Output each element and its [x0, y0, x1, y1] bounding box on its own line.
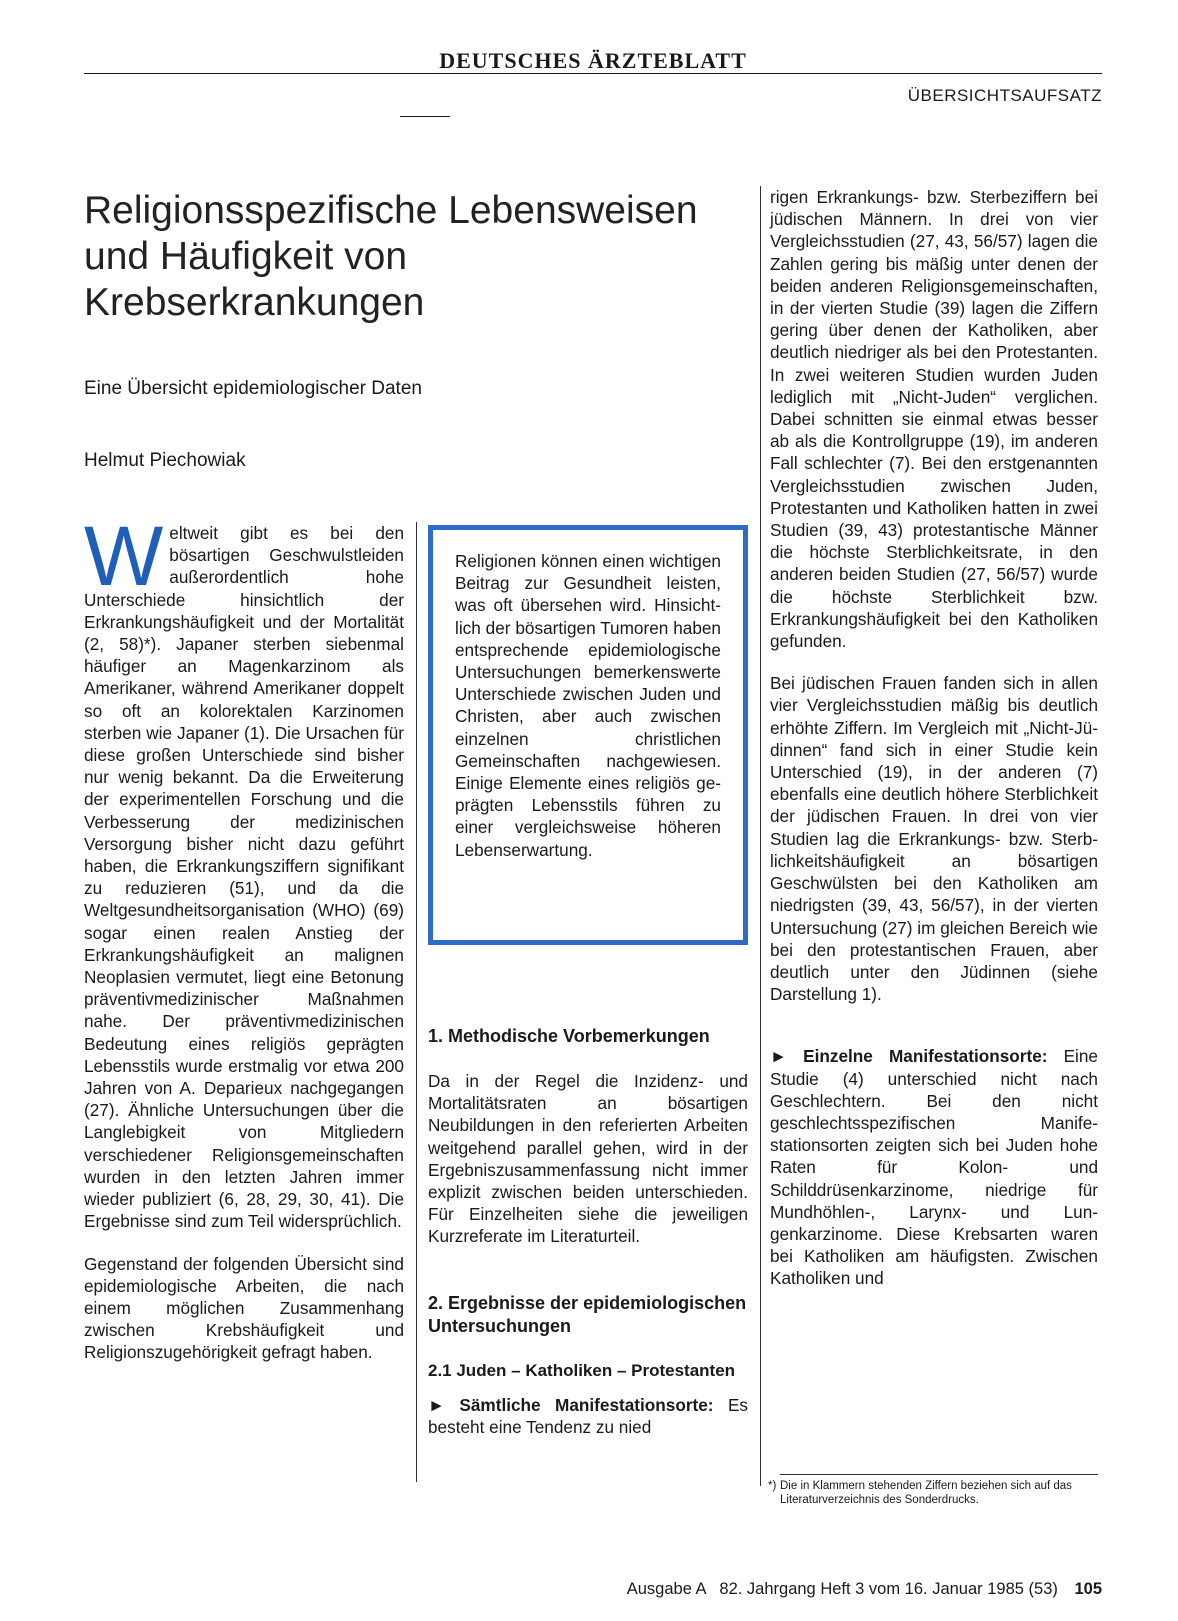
footnote [768, 1474, 1098, 1507]
issue-info: Ausgabe A 82. Jahrgang Heft 3 vom 16. Januar 1985 (53) [626, 1580, 1058, 1598]
run-in-heading: ► Sämtliche Manifestationsorte: [428, 1394, 714, 1415]
paragraph-text: eltweit gibt es bei den bösartigen Geschwulstleiden außerordentlich hohe Unterschiede hinsichtlich der Erkrankungshäufigkeit und der Mortalität (2, 58)*). Japaner sterben siebenmal häufiger an Magenkarzinom als Amerikaner, während Amerikaner doppelt so oft an kolorektalen Karzinomen sterben wie Japaner (1). Die Ursachen für diese großen Unterschiede sind bisher nur wenig bekannt. Da die Erweiterung der experimentellen Forschung und die Verbesserung der medizinischen Versorgung bisher nicht dazu geführt haben, die Erkrankungsziffern signifikant zu reduzieren (51), und da die Weltgesundheitsorganisation (WHO) (69) sogar einen realen Anstieg der Erkrankungshäufigkeit an malignen Neoplasien vermutet, liegt eine Betonung präventivmedizinischer Maßnahmen nahe. Der präventivmedizinischen Bedeutung eines religiös geprägten Lebensstils wurde erstmalig vor etwa 200 Jahren von A. Deparieux nachgegangen (27). Ähnliche Untersuchungen über die Langlebigkeit von Mitgliedern verschiedener Religionsgemeinschaften wurden in den letzten Jahren immer wieder publiziert (6, 28, 29, 30, 41). Die Ergebnisse sind zum Teil widersprüchlich. [84, 523, 404, 1232]
journal-title: DEUTSCHES ÄRZTEBLATT [439, 48, 747, 73]
run-in-heading: ► Einzelne Manifestationsorte: [770, 1046, 1048, 1067]
paragraph-text: Eine Studie (4) unterschied nicht nach Geschlechtern. Bei den nicht geschlechtsspezifischen Manifestationsorten zeigten sich bei Juden hohe Raten für Kolon- und Schilddrüsenkarzinome, niedrige für Mundhöhlen-, Larynx- und Lungenkarzinome. Diese Krebsarten waren bei Katholiken am häufigsten. Zwischen Katholiken und [770, 1046, 1098, 1289]
page-number: 105 [1074, 1580, 1102, 1598]
column-divider [416, 522, 417, 1482]
paragraph: Gegenstand der folgenden Übersicht sind epidemiologische Arbeiten, die nach einem möglichen Zusammenhang zwischen Krebshäufigkeit und Religionszugehörigkeit gefragt haben. [84, 1253, 404, 1363]
section-heading: 1. Methodische Vorbemerkungen [428, 1026, 710, 1046]
drop-cap: W [84, 509, 164, 603]
section-label: ÜBERSICHTSAUFSATZ [907, 86, 1102, 105]
intro-paragraph [84, 509, 404, 1233]
paragraph [428, 1394, 748, 1438]
article-author: Helmut Piechowiak [84, 450, 246, 471]
paragraph [770, 1045, 1098, 1289]
paragraph-text: Es besteht eine Tendenz zu nied [428, 1394, 748, 1437]
article-title: Religionsspezifische Lebensweisen und Häufigkeit von Krebserkrankungen [84, 189, 698, 324]
article-subtitle: Eine Übersicht epidemiologischer Daten [84, 378, 422, 399]
divider [400, 116, 450, 117]
paragraph: Da in der Regel die Inzidenz- und Mortalitätsraten an bösartigen Neubildungen in den referierten Arbeiten weitgehend parallel gehen, wird in der Ergebniszusammenfassung nicht immer explizit zwischen beiden unterschieden. Für Einzelheiten siehe die jeweiligen Kurzreferate im Literaturteil. [428, 1071, 748, 1247]
paragraph: rigen Erkrankungs- bzw. Sterbeziffern bei jüdischen Männern. In drei von vier Vergleichsstudien (27, 43, 56/57) lagen die Zahlen gering bis mäßig unter denen der beiden anderen Religionsgemeinschaften, in der vierten Studie (39) lagen die Ziffern gering über denen der Katholiken, aber deutlich niedriger als bei den Protestanten. In zwei weiteren Studien wurden Juden lediglich mit „Nicht-Juden“ verglichen. Dabei schnitten sie einmal etwas besser ab als die Kontrollgruppe (19), im anderen Fall schlechter (7). Bei den erstgenannten Vergleichsstudien zwischen Juden, Protestanten und Katholiken hatten in zwei Studien (39, 43) protestantische Männer die höchste Sterblichkeitsrate, in den anderen beiden Studien (27, 56/57) wurde die höchste Sterblichkeit bzw. Erkrankungshäufigkeit bei den Katholiken gefunden. [770, 187, 1098, 652]
highlight-box [428, 525, 748, 945]
highlight-text: Religionen können einen wichtigen Beitrag zur Gesundheit leisten, was oft übersehen wird. Hinsichtlich der bösartigen Tumoren haben entsprechende epidemiologische Untersuchungen bemerkenswerte Unterschiede zwischen Juden und Christen, aber auch zwischen einzelnen christlichen Gemeinschaften nachgewiesen. Einige Elemente eines religiös geprägten Lebensstils führen zu einer vergleichsweise höheren Lebenserwartung. [455, 551, 721, 860]
column-2 [428, 1025, 748, 1458]
column-3 [770, 186, 1098, 1310]
paragraph: Bei jüdischen Frauen fanden sich in allen vier Vergleichsstudien mäßig bis deutlich erhöhte Ziffern. Im Vergleich mit „Nicht-Jüdinnen“ fand sich in einer Studie kein Unterschied (19), in der anderen (7) ebenfalls eine deutlich höhere Sterblichkeit der jüdischen Frauen. In drei von vier Studien lag die Erkrankungs- bzw. Sterblichkeitshäufigkeit an bösartigen Geschwülsten bei den Katholiken am niedrigsten (39, 43, 56/57), in der vierten Untersuchung (27) im gleichen Bereich wie bei den protestantischen Frauen, aber deutlich unter den Jüdinnen (siehe Darstellung 1). [770, 673, 1098, 1005]
section-heading: 2. Ergebnisse der epidemiologischen Untersuchungen [428, 1292, 747, 1336]
column-divider [760, 186, 761, 1486]
page-footer [627, 1580, 1102, 1599]
subsection-heading: 2.1 Juden – Katholiken – Protestanten [428, 1360, 736, 1380]
column-1 [84, 509, 404, 1384]
masthead [84, 46, 1102, 74]
footnote-mark: *) [768, 1480, 777, 1492]
footnote-text: Die in Klammern stehenden Ziffern beziehen sich auf das Literaturverzeichnis des Sonderdrucks. [780, 1480, 1072, 1506]
